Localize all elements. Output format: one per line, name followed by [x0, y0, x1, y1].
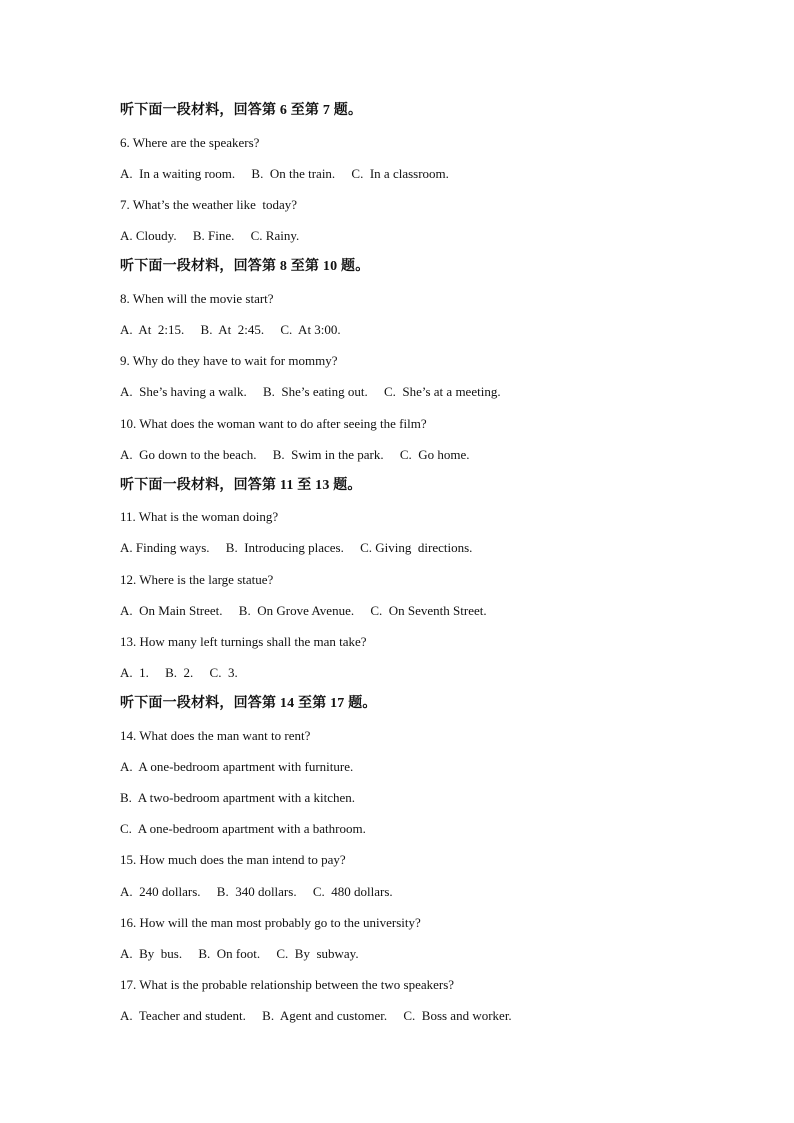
section-heading-11-13: 听下面一段材料，回答第 11 至 13 题。	[120, 478, 362, 493]
question-10: 10. What does the woman want to do after seeing the film?	[120, 416, 427, 431]
question-13-options: A. 1. B. 2. C. 3.	[120, 665, 238, 680]
question-14-option-a: A. A one-bedroom apartment with furniture.	[120, 759, 354, 774]
question-17: 17. What is the probable relationship between the two speakers?	[120, 977, 455, 992]
question-12: 12. Where is the large statue?	[120, 572, 274, 587]
question-15: 15. How much does the man intend to pay?	[120, 852, 346, 867]
question-7-options: A. Cloudy. B. Fine. C. Rainy.	[120, 228, 300, 243]
question-6-options: A. In a waiting room. B. On the train. C. In a classroom.	[120, 166, 449, 181]
question-8: 8. When will the movie start?	[120, 291, 274, 306]
question-11-options: A. Finding ways. B. Introducing places. C. Giving directions.	[120, 540, 473, 555]
section-heading-6-7: 听下面一段材料，回答第 6 至第 7 题。	[120, 103, 363, 118]
question-7: 7. What’s the weather like today?	[120, 197, 298, 212]
question-9-options: A. She’s having a walk. B. She’s eating out. C. She’s at a meeting.	[120, 384, 501, 399]
question-14: 14. What does the man want to rent?	[120, 728, 311, 743]
question-14-option-c: C. A one-bedroom apartment with a bathroom.	[120, 821, 366, 836]
question-14-option-b: B. A two-bedroom apartment with a kitchen.	[120, 790, 356, 805]
section-heading-14-17: 听下面一段材料，回答第 14 至第 17 题。	[120, 696, 377, 711]
question-13: 13. How many left turnings shall the man take?	[120, 634, 367, 649]
question-11: 11. What is the woman doing?	[120, 509, 279, 524]
question-6: 6. Where are the speakers?	[120, 135, 260, 150]
section-heading-8-10: 听下面一段材料，回答第 8 至第 10 题。	[120, 259, 370, 274]
question-12-options: A. On Main Street. B. On Grove Avenue. C. On Seventh Street.	[120, 603, 487, 618]
question-15-options: A. 240 dollars. B. 340 dollars. C. 480 dollars.	[120, 884, 393, 899]
question-17-options: A. Teacher and student. B. Agent and customer. C. Boss and worker.	[120, 1008, 512, 1023]
question-10-options: A. Go down to the beach. B. Swim in the park. C. Go home.	[120, 447, 470, 462]
question-9: 9. Why do they have to wait for mommy?	[120, 353, 338, 368]
question-16-options: A. By bus. B. On foot. C. By subway.	[120, 946, 359, 961]
question-16: 16. How will the man most probably go to the university?	[120, 915, 421, 930]
question-8-options: A. At 2:15. B. At 2:45. C. At 3:00.	[120, 322, 341, 337]
